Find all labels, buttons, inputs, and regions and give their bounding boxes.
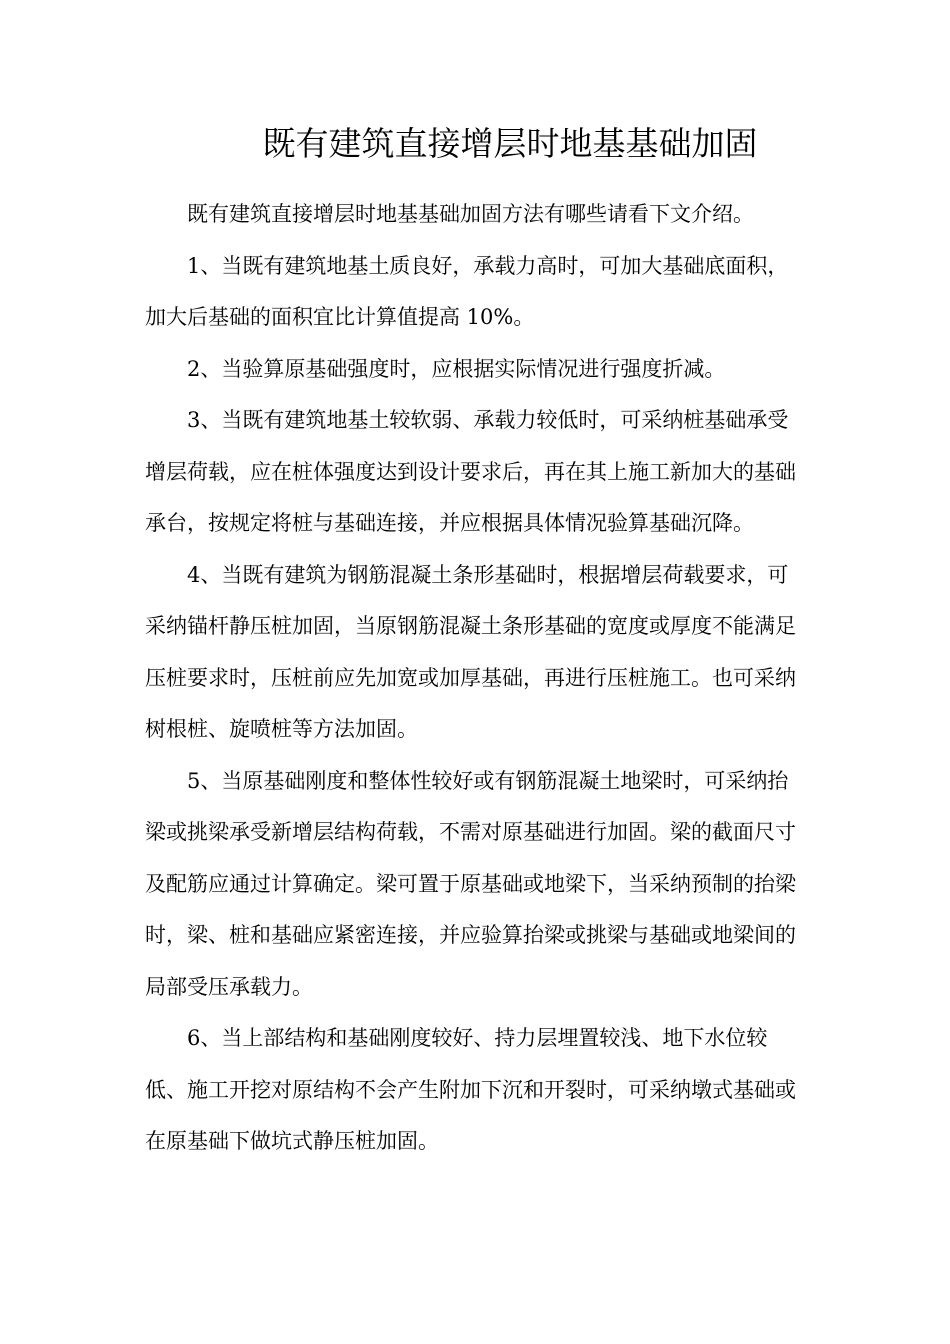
paragraph-1: 1、当既有建筑地基土质良好，承载力高时，可加大基础底面积，加大后基础的面积宜比计算值提高 10%。 (145, 253, 789, 329)
paragraph-6: 6、当上部结构和基础刚度较好、持力层埋置较浅、地下水位较低、施工开挖对原结构不会产生附加下沉和开裂时，可采纳墩式基础或在原基础下做坑式静压桩加固。 (145, 1026, 796, 1153)
paragraph-4: 4、当既有建筑为钢筋混凝土条形基础时，根据增层荷载要求，可采纳锚杆静压桩加固，当原钢筋混凝土条形基础的宽度或厚度不能满足压桩要求时，压桩前应先加宽或加厚基础，再进行压桩施工。也可采纳树根桩、旋喷桩等方法加固。 (145, 562, 796, 741)
paragraph-3: 3、当既有建筑地基土较软弱、承载力较低时，可采纳桩基础承受增层荷载，应在桩体强度达到设计要求后，再在其上施工新加大的基础承台，按规定将桩与基础连接，并应根据具体情况验算基础沉降。 (145, 408, 796, 535)
intro-paragraph: 既有建筑直接增层时地基基础加固方法有哪些请看下文介绍。 (187, 202, 754, 226)
paragraph-2: 2、当验算原基础强度时，应根据实际情况进行强度折减。 (187, 356, 726, 381)
document-body (145, 189, 805, 1168)
paragraph-5: 5、当原基础刚度和整体性较好或有钢筋混凝土地梁时，可采纳抬梁或挑梁承受新增层结构荷载，不需对原基础进行加固。梁的截面尺寸及配筋应通过计算确定。梁可置于原基础或地梁下，当采纳预制的抬梁时，梁、桩和基础应紧密连接，并应验算抬梁或挑梁与基础或地梁间的局部受压承载力。 (145, 768, 796, 999)
document-title: 既有建筑直接增层时地基基础加固 (262, 124, 758, 163)
